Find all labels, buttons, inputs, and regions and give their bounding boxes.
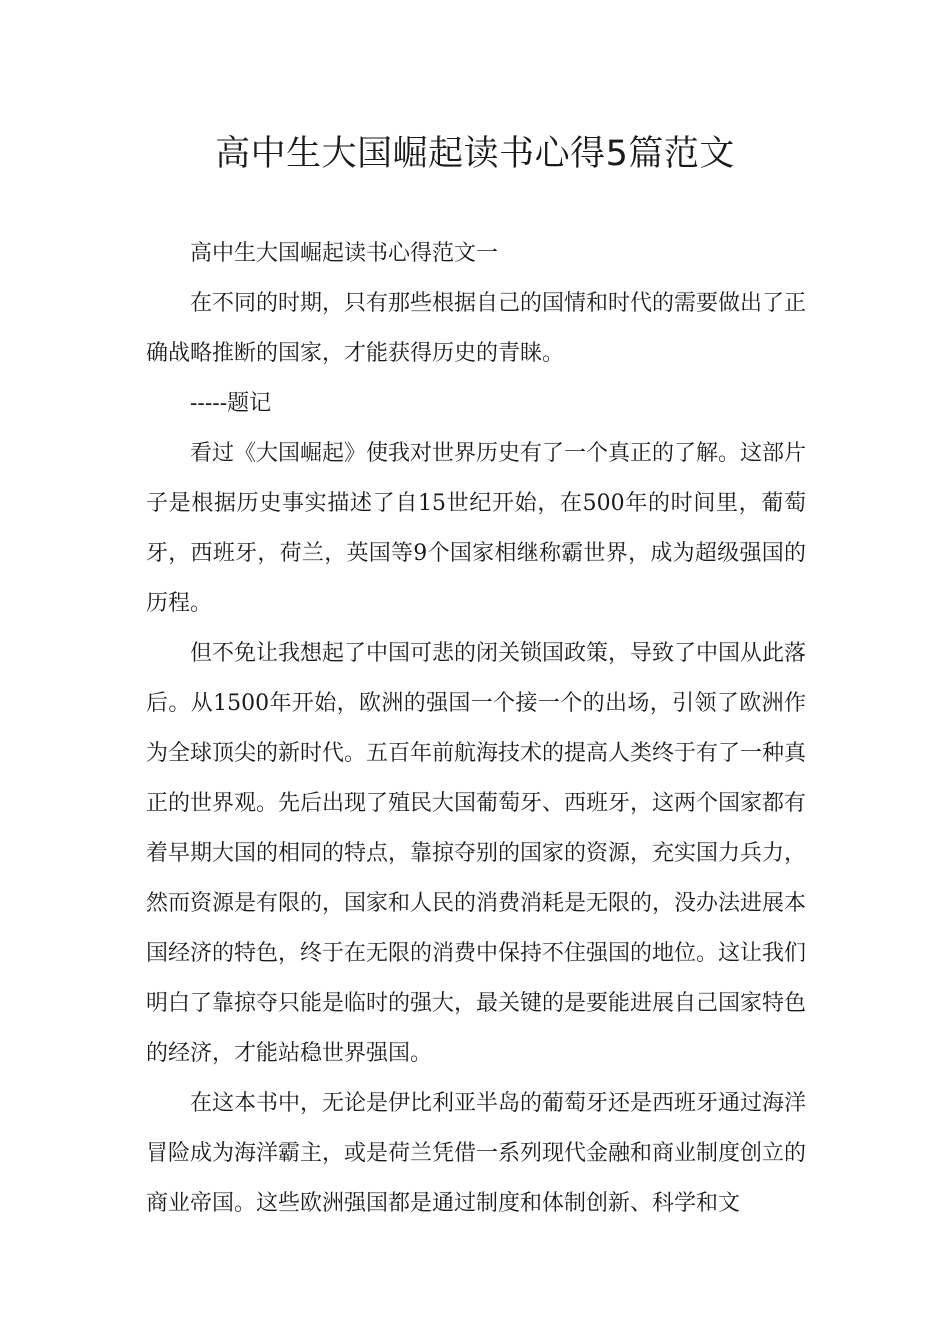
paragraph: 但不免让我想起了中国可悲的闭关锁国政策，导致了中国从此落后。从1500年开始，欧洲的强国一个接一个的出场，引领了欧洲作为全球顶尖的新时代。五百年前航海技术的提高人类终于有了一种真正的世界观。先后出现了殖民大国葡萄牙、西班牙，这两个国家都有着早期大国的相同的特点，靠掠夺别的国家的资源，充实国力兵力，然而资源是有限的，国家和人民的消费消耗是无限的，没办法进展本国经济的特色，终于在无限的消费中保持不住强国的地位。这让我们明白了靠掠夺只能是临时的强大，最关键的是要能进展自己国家特色的经济，才能站稳世界强国。 (146, 641, 807, 1066)
document-body (146, 229, 806, 1229)
epigraph-attribution: -----题记 (190, 391, 272, 416)
paragraph: 看过《大国崛起》使我对世界历史有了一个真正的了解。这部片子是根据历史事实描述了自15世纪开始，在500年的时间里，葡萄牙，西班牙，荷兰，英国等9个国家相继称霸世界，成为超级强国的历程。 (146, 441, 807, 616)
document-title: 高中生大国崛起读书心得5篇范文 (215, 134, 735, 174)
epigraph: 在不同的时期，只有那些根据自己的国情和时代的需要做出了正确战略推断的国家，才能获得历史的青睐。 (146, 291, 807, 366)
section-heading: 高中生大国崛起读书心得范文一 (190, 241, 499, 266)
paragraph: 在这本书中，无论是伊比利亚半岛的葡萄牙还是西班牙通过海洋冒险成为海洋霸主，或是荷兰凭借一系列现代金融和商业制度创立的商业帝国。这些欧洲强国都是通过制度和体制创新、科学和文 (146, 1091, 807, 1216)
